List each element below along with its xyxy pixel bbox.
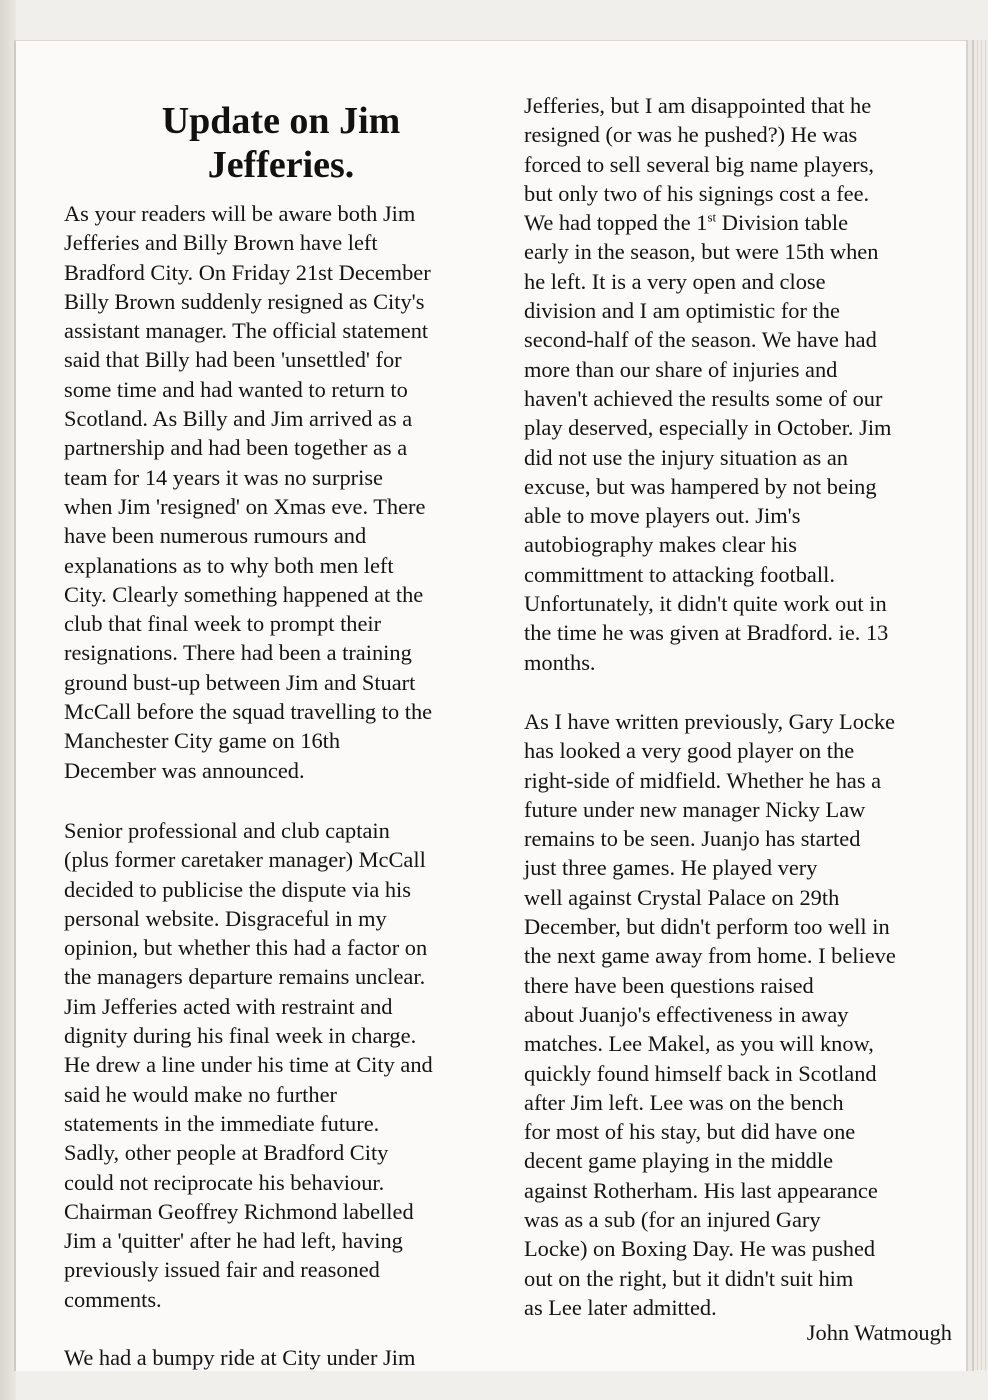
text-line: Manchester City game on 16th: [64, 728, 341, 754]
text-line: We had a bumpy ride at City under Jim: [64, 1345, 416, 1370]
text-line: Chairman Geoffrey Richmond labelled: [64, 1198, 414, 1224]
text-line: December, but didn't perform too well in: [524, 914, 890, 940]
paragraph-2: [64, 816, 433, 1314]
text-line: Scotland. As Billy and Jim arrived as a: [64, 406, 413, 432]
text-line: team for 14 years it was no surprise: [64, 464, 383, 490]
text-line: able to move players out. Jim's: [524, 503, 801, 529]
text-line: said that Billy had been 'unsettled' for: [64, 347, 402, 373]
text-line: committment to attacking football.: [524, 561, 835, 587]
text-line: As I have written previously, Gary Locke: [524, 709, 895, 734]
text-line: Unfortunately, it didn't quite work out in: [524, 591, 887, 617]
text-line: As your readers will be aware both Jim: [64, 201, 416, 226]
text-line: decided to publicise the dispute via his: [64, 876, 411, 902]
text-line: explanations as to why both men left: [64, 552, 394, 578]
text-line: Locke) on Boxing Day. He was pushed: [524, 1236, 876, 1262]
text-line: statements in the immediate future.: [64, 1110, 380, 1136]
text-line: December was announced.: [64, 757, 305, 783]
text-line: he left. It is a very open and close: [524, 268, 826, 294]
text-line: McCall before the squad travelling to the: [64, 699, 433, 725]
text-line: Billy Brown suddenly resigned as City's: [64, 288, 425, 314]
text-line: after Jim left. Lee was on the bench: [524, 1089, 844, 1115]
text-line: the managers departure remains unclear.: [64, 964, 426, 990]
text-line: We had topped the 1st Division table: [524, 209, 849, 236]
text-line: Bradford City. On Friday 21st December: [64, 259, 431, 285]
text-line: Jefferies, but I am disappointed that he: [524, 93, 872, 118]
text-line: when Jim 'resigned' on Xmas eve. There: [64, 493, 426, 519]
text-line: about Juanjo's effectiveness in away: [524, 1001, 849, 1027]
text-line: City. Clearly something happened at the: [64, 581, 424, 607]
text-line: haven't achieved the results some of our: [524, 385, 883, 411]
text-line: said he would make no further: [64, 1081, 337, 1107]
article-title: [86, 99, 476, 187]
author-signature: John Watmough: [806, 1320, 952, 1345]
text-line: (plus former caretaker manager) McCall: [64, 847, 426, 873]
text-line: resigned (or was he pushed?) He was: [524, 122, 858, 148]
text-line: autobiography makes clear his: [524, 532, 797, 558]
text-line: matches. Lee Makel, as you will know,: [524, 1031, 874, 1057]
text-line: play deserved, especially in October. Jim: [524, 415, 892, 441]
text-line: future under new manager Nicky Law: [524, 796, 866, 822]
text-line: some time and had wanted to return to: [64, 376, 408, 402]
text-line: forced to sell several big name players,: [524, 151, 875, 177]
text-line: the time he was given at Bradford. ie. 13: [524, 620, 889, 646]
text-line: remains to be seen. Juanjo has started: [524, 826, 861, 852]
paragraph-1: [64, 199, 432, 785]
text-line: club that final week to prompt their: [64, 611, 382, 637]
text-line: the next game away from home. I believe: [524, 943, 896, 969]
text-line: just three games. He played very: [524, 855, 818, 881]
page-stack-edge: [966, 40, 988, 1370]
text-line: there have been questions raised: [524, 972, 814, 998]
text-line: resignations. There had been a training: [64, 640, 412, 666]
paragraph-5: [524, 707, 896, 1322]
text-line: early in the season, but were 15th when: [524, 239, 879, 265]
text-line: opinion, but whether this had a factor on: [64, 935, 428, 961]
paragraph-4: [524, 91, 891, 677]
text-line: for most of his stay, but did have one: [524, 1119, 856, 1145]
text-line: Jefferies and Billy Brown have left: [64, 230, 378, 256]
text-line: more than our share of injuries and: [524, 356, 838, 382]
text-line: Jim Jefferies acted with restraint and: [64, 993, 393, 1019]
text-line: have been numerous rumours and: [64, 523, 367, 549]
text-line: but only two of his signings cost a fee.: [524, 180, 870, 206]
magazine-page: [14, 40, 966, 1371]
text-line: personal website. Disgraceful in my: [64, 905, 387, 931]
text-line: months.: [524, 649, 596, 675]
text-line: assistant manager. The official statement: [64, 318, 429, 344]
text-line: as Lee later admitted.: [524, 1294, 717, 1320]
text-line: He drew a line under his time at City and: [64, 1052, 433, 1078]
text-line: partnership and had been together as a: [64, 435, 408, 461]
text-line: Jim a 'quitter' after he had left, having: [64, 1228, 403, 1254]
text-line: did not use the injury situation as an: [524, 444, 848, 470]
text-line: was as a sub (for an injured Gary: [524, 1207, 821, 1233]
text-line: well against Crystal Palace on 29th: [524, 884, 840, 910]
text-line: division and I am optimistic for the: [524, 298, 840, 324]
paragraph-3: [64, 1343, 415, 1372]
text-line: right-side of midfield. Whether he has a: [524, 767, 882, 793]
text-line: decent game playing in the middle: [524, 1148, 834, 1174]
text-line: excuse, but was hampered by not being: [524, 473, 877, 499]
text-line: Sadly, other people at Bradford City: [64, 1140, 389, 1166]
text-line: dignity during his final week in charge.: [64, 1023, 417, 1049]
text-line: comments.: [64, 1286, 162, 1312]
text-line: second-half of the season. We have had: [524, 327, 877, 353]
text-line: ground bust-up between Jim and Stuart: [64, 669, 416, 695]
text-line: has looked a very good player on the: [524, 738, 855, 764]
text-line: against Rotherham. His last appearance: [524, 1177, 878, 1203]
text-line: out on the right, but it didn't suit him: [524, 1265, 854, 1291]
text-line: quickly found himself back in Scotland: [524, 1060, 877, 1086]
title-line-1: Update on Jim: [161, 100, 401, 142]
text-line: previously issued fair and reasoned: [64, 1257, 380, 1283]
text-line: could not reciprocate his behaviour.: [64, 1169, 385, 1195]
title-line-2: Jefferies.: [207, 144, 355, 186]
text-line: Senior professional and club captain: [64, 818, 390, 843]
